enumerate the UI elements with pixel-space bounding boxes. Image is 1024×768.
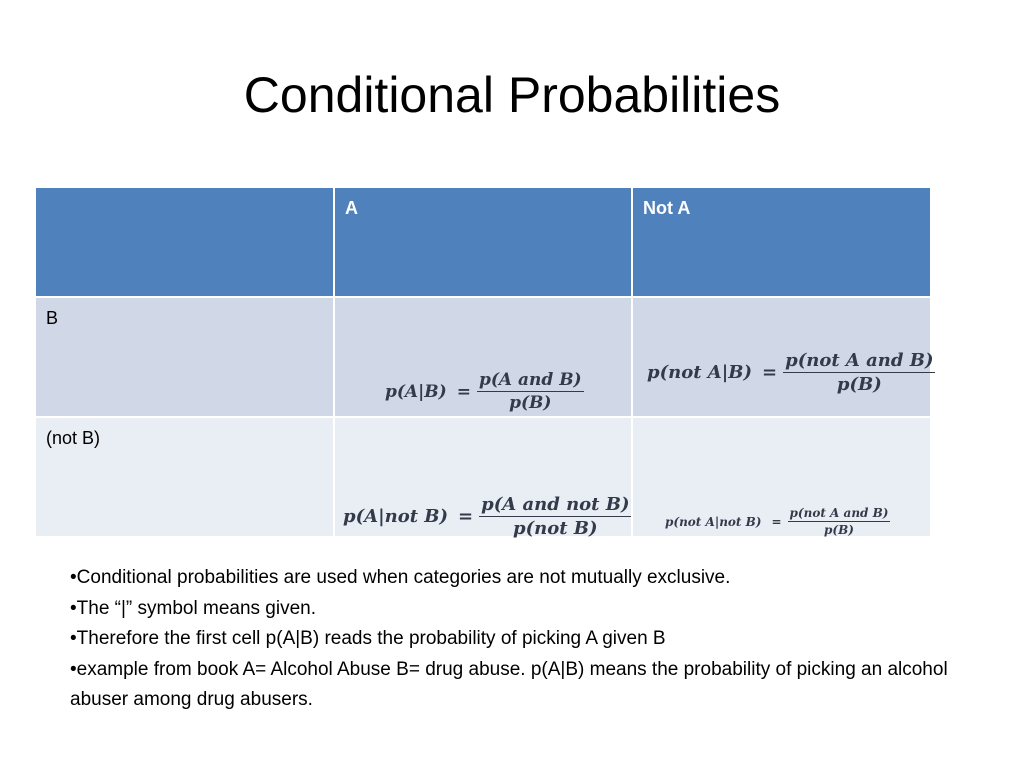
formula-denominator: p(not B)	[513, 518, 598, 539]
header-cell-not-a	[632, 187, 931, 297]
formula-cell	[632, 417, 931, 537]
formula-p-a-given-not-b	[343, 494, 631, 539]
formula-p-not-a-given-not-b	[665, 506, 890, 537]
formula-denominator: p(B)	[824, 523, 854, 537]
bullet-item: •The “|” symbol means given.	[70, 597, 317, 619]
formula-numerator: p(not A and B)	[789, 506, 889, 520]
formula-denominator: p(B)	[509, 393, 552, 413]
formula-cell	[632, 297, 934, 417]
formula-p-not-a-given-b	[647, 350, 935, 395]
formula-fraction	[479, 494, 631, 539]
formula-lhs: p(not A|not B)	[665, 514, 762, 529]
formula-equals: =	[456, 381, 471, 402]
slide-title: Conditional Probabilities	[243, 67, 781, 123]
table-row	[35, 417, 931, 537]
formula-lhs: p(A|B)	[385, 381, 447, 402]
bullet-list	[70, 563, 990, 716]
formula-numerator: p(not A and B)	[785, 350, 934, 371]
table-row	[35, 297, 931, 417]
formula-fraction	[788, 506, 891, 537]
formula-fraction	[477, 370, 584, 413]
bullet-item: •Conditional probabilities are used when categories are not mutually exclusive.	[70, 567, 731, 588]
formula-numerator: p(A and B)	[478, 370, 582, 390]
formula-lhs: p(not A|B)	[647, 362, 753, 383]
header-label	[36, 188, 333, 198]
formula-equals: =	[458, 506, 474, 527]
row-label-cell	[35, 417, 334, 537]
row-label: B	[46, 308, 59, 328]
formula-cell	[334, 417, 632, 537]
formula-cell	[334, 297, 632, 417]
bullet-item: •example from book A= Alcohol Abuse B= drug abuse. p(A|B) means the probability of picking an alcohol abuser among drug abusers.	[70, 658, 948, 710]
row-label-cell	[35, 297, 334, 417]
row-label: (not B)	[46, 428, 101, 448]
probability-table	[34, 186, 932, 538]
formula-fraction	[783, 350, 935, 395]
formula-p-a-given-b	[385, 370, 584, 413]
formula-denominator: p(B)	[836, 374, 882, 395]
formula-equals: =	[762, 362, 778, 383]
header-label: Not A	[643, 198, 691, 218]
formula-numerator: p(A and not B)	[481, 494, 630, 515]
bullet-item: •Therefore the first cell p(A|B) reads the probability of picking A given B	[70, 628, 666, 649]
formula-equals: =	[771, 514, 782, 529]
header-label: A	[345, 198, 358, 218]
formula-lhs: p(A|not B)	[343, 506, 449, 527]
table-header-row	[35, 187, 931, 297]
header-cell-empty	[35, 187, 334, 297]
header-cell-a	[334, 187, 632, 297]
